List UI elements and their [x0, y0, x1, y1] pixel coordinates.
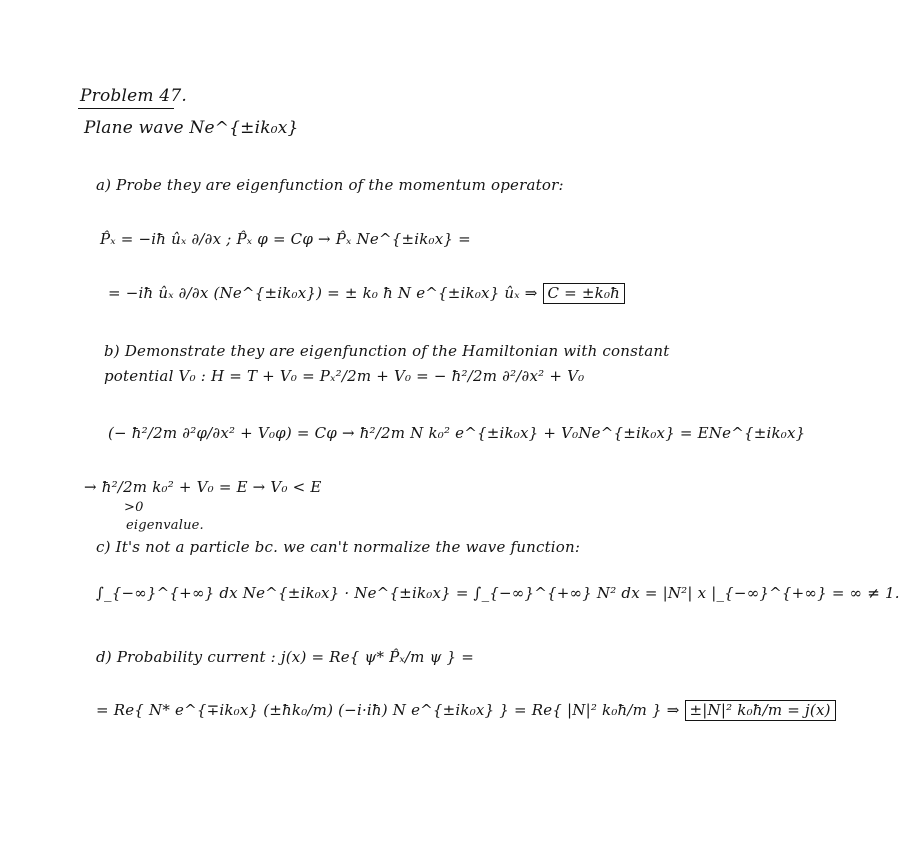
- part-a-heading: a) Probe they are eigenfunction of the momentum operator:: [96, 176, 564, 194]
- momentum-operator-equation: P̂ₓ = −iħ ûₓ ∂/∂x ; P̂ₓ φ = Cφ → P̂ₓ Ne^{±ik₀x} =: [100, 230, 471, 248]
- page-title: Problem 47.: [80, 86, 187, 106]
- current-derivation-text: = Re{ N* e^{∓ik₀x} (±ħk₀/m) (−i·iħ) N e^{±ik₀x} } = Re{ |N|² k₀ħ/m } ⇒: [96, 701, 680, 719]
- probability-current-definition: d) Probability current : j(x) = Re{ ψ* P̂ₓ/m ψ } =: [96, 648, 474, 666]
- momentum-derivation-line: [108, 283, 625, 304]
- part-c-heading: c) It's not a particle bc. we can't normalize the wave function:: [96, 538, 581, 556]
- hamiltonian-definition: potential V₀ : H = T + V₀ = Pₓ²/2m + V₀ = − ħ²/2m ∂²/∂x² + V₀: [104, 367, 585, 385]
- probability-current-derivation: [96, 700, 836, 721]
- hamiltonian-eigen-equation: (− ħ²/2m ∂²φ/∂x² + V₀φ) = Cφ → ħ²/2m N k₀² e^{±ik₀x} + V₀Ne^{±ik₀x} = ENe^{±ik₀x}: [108, 424, 806, 442]
- current-result-box: ±|N|² k₀ħ/m = j(x): [685, 700, 836, 721]
- energy-relation: → ħ²/2m k₀² + V₀ = E → V₀ < E: [84, 478, 322, 496]
- eigenvalue-box-a: C = ±k₀ħ: [543, 283, 626, 304]
- positive-term-note: >0: [124, 500, 144, 515]
- part-b-heading: b) Demonstrate they are eigenfunction of the Hamiltonian with constant: [104, 342, 670, 360]
- normalization-integral: ∫_{−∞}^{+∞} dx Ne^{±ik₀x} · Ne^{±ik₀x} = ∫_{−∞}^{+∞} N² dx = |N²| x |_{−∞}^{+∞} = ∞ ≠ 1.: [96, 584, 900, 602]
- title-underline: [78, 108, 174, 109]
- momentum-derivation-text: = −iħ ûₓ ∂/∂x (Ne^{±ik₀x}) = ± k₀ ħ N e^{±ik₀x} ûₓ ⇒: [108, 284, 538, 302]
- plane-wave-line: Plane wave Ne^{±ik₀x}: [84, 118, 299, 138]
- eigenvalue-note: eigenvalue.: [126, 518, 204, 533]
